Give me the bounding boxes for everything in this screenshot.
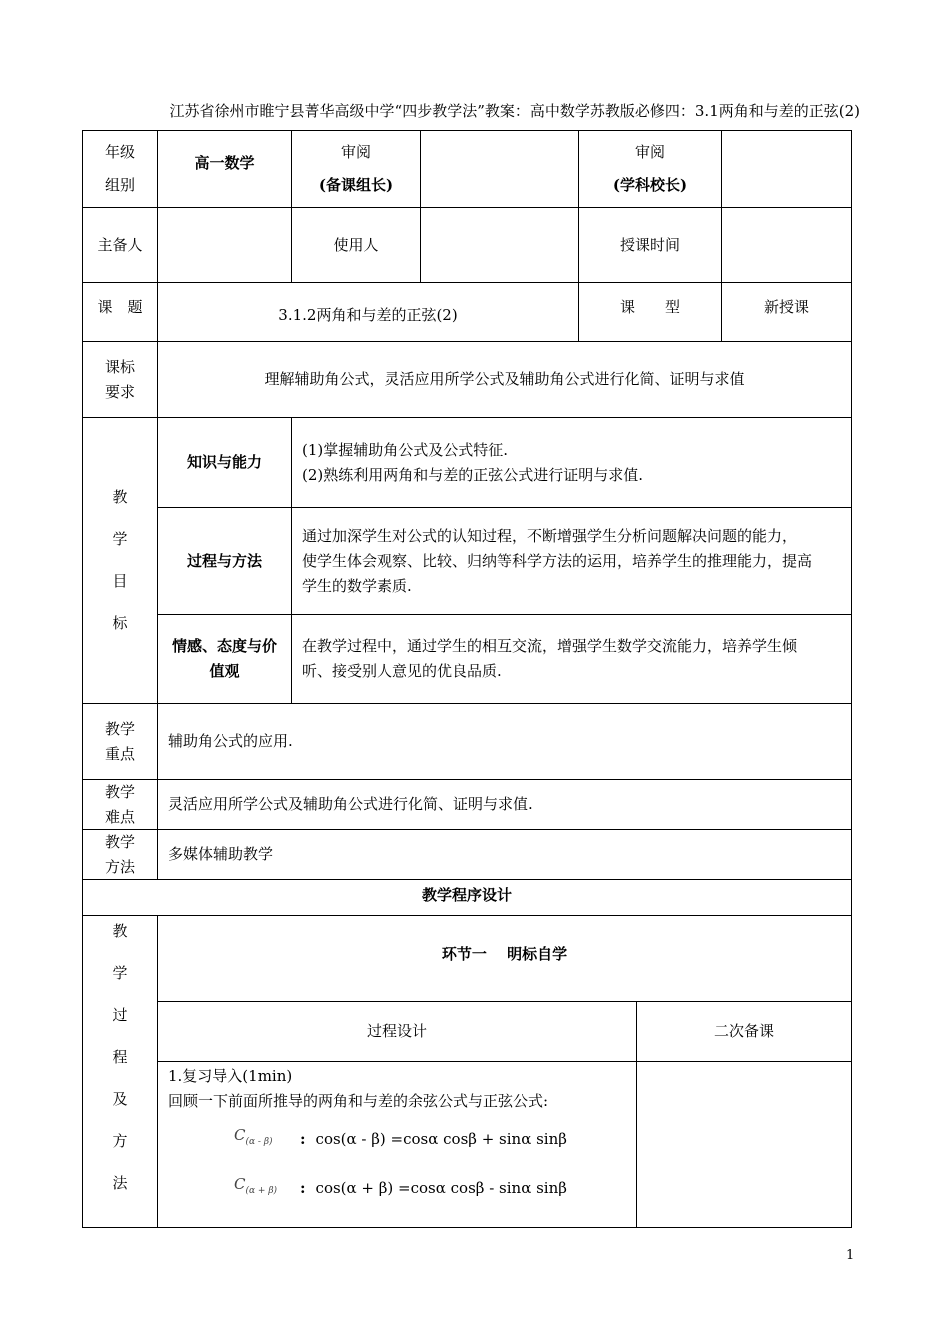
review1-label-cell: [292, 130, 421, 208]
emotion-line2: 听、接受别人意见的优良品质.: [302, 662, 502, 680]
page-number: 1: [846, 1248, 855, 1263]
review-intro: 回顾一下前面所推导的两角和与差的余弦公式与正弦公式:: [168, 1092, 549, 1110]
goals-vert-char-3: 标: [112, 614, 128, 632]
knowledge-label: 知识与能力: [186, 453, 262, 471]
goals-vert-char-2: 目: [112, 572, 128, 590]
topic-label-cell: [82, 283, 158, 342]
curriculum-label-line2: 要求: [104, 382, 135, 401]
process-label-cell: [158, 508, 292, 615]
design-content-cell: [158, 1062, 637, 1228]
review-title: 1.复习导入(1min): [168, 1067, 293, 1085]
program-title-cell: [82, 880, 852, 916]
focus-value: 辅助角公式的应用.: [168, 732, 293, 750]
grade-group-label-line1: 年级: [104, 143, 135, 161]
review2-label-cell: [579, 130, 722, 208]
method-label-line2: 方法: [104, 857, 135, 876]
process-vert-char-6: 法: [112, 1174, 128, 1192]
type-label: 课 型: [619, 298, 680, 316]
process-value-cell: [292, 508, 852, 615]
method-value-cell: [158, 830, 852, 880]
formula2-expression: cos(α + β) =cosα cosβ - sinα sinβ: [315, 1178, 567, 1197]
stage-title: 环节一 明标自学: [441, 945, 568, 963]
user-value-cell: [421, 208, 579, 283]
difficulty-value: 灵活应用所学公式及辅助角公式进行化简、证明与求值.: [168, 795, 533, 813]
time-value-cell: [722, 208, 852, 283]
program-title: 教学程序设计: [421, 886, 512, 904]
preparer-label-cell: [82, 208, 158, 283]
process-section-label: [112, 919, 127, 1196]
process-line1: 通过加深学生对公式的认知过程，不断增强学生分析问题解决问题的能力，: [302, 526, 798, 545]
process-vert-char-4: 及: [112, 1090, 128, 1108]
topic-value: 3.1.2两角和与差的正弦(2): [278, 305, 458, 324]
grade-group-label-cell: [82, 130, 158, 208]
review1-label-line1: 审阅: [340, 143, 371, 161]
focus-label-cell: [82, 704, 158, 780]
process-vert-char-1: 学: [112, 964, 128, 982]
review1-value-cell: [421, 130, 579, 208]
user-label: 使用人: [333, 235, 379, 254]
curriculum-value: 理解辅助角公式，灵活应用所学公式及辅助角公式进行化简、证明与求值: [264, 370, 745, 388]
review2-label-line2: (学科校长): [612, 176, 688, 194]
topic-value-cell: [158, 283, 579, 342]
difficulty-value-cell: [158, 780, 852, 830]
knowledge-label-cell: [158, 418, 292, 508]
goals-vert-char-0: 教: [112, 488, 128, 506]
knowledge-line1: (1)掌握辅助角公式及公式特征.: [302, 440, 509, 459]
document-header: 江苏省徐州市睢宁县菁华高级中学“四步教学法”教案：高中数学苏教版必修四：3.1两角和与差的正弦(2): [169, 102, 860, 120]
review1-label-line2: (备课组长): [318, 176, 394, 194]
formula-cos-sum: $C_{(\alpha + \beta)}$ : cos(α + β) =cosα cosβ - sinα sinβ: [234, 1173, 567, 1202]
formula2-label: $C_{(\alpha + \beta)}$: [234, 1175, 278, 1196]
process-line2: 使学生体会观察、比较、归纳等科学方法的运用，培养学生的推理能力，提高: [302, 551, 813, 570]
type-label-cell: [579, 283, 722, 342]
focus-label-line1: 教学: [104, 719, 135, 738]
process-label: 过程与方法: [186, 551, 262, 570]
preparer-label: 主备人: [97, 235, 143, 254]
emotion-value-cell: [292, 615, 852, 704]
review2-label-line1: 审阅: [634, 143, 665, 161]
emotion-label-line2: 值观: [209, 662, 240, 680]
method-value: 多媒体辅助教学: [168, 845, 274, 863]
type-value: 新授课: [763, 298, 809, 316]
design-header: 过程设计: [366, 1022, 427, 1040]
emotion-label-line1: 情感、态度与价: [171, 637, 277, 655]
preparer-value-cell: [158, 208, 292, 283]
grade-group-label-line2: 组别: [104, 176, 135, 194]
second-prep-header: 二次备课: [713, 1022, 774, 1040]
second-prep-content-cell: [637, 1062, 852, 1228]
difficulty-label-cell: [82, 780, 158, 830]
user-label-cell: [292, 208, 421, 283]
design-header-cell: [158, 1002, 637, 1062]
review2-value-cell: [722, 130, 852, 208]
method-label-line1: 教学: [104, 832, 135, 851]
formula1-label: $C_{(\alpha - \beta)}$: [234, 1126, 273, 1147]
difficulty-label-line1: 教学: [104, 782, 135, 801]
curriculum-label-cell: [82, 342, 158, 418]
grade-value: 高一数学: [194, 154, 255, 172]
time-label: 授课时间: [619, 235, 680, 254]
knowledge-value-cell: [292, 418, 852, 508]
process-vert-char-2: 过: [112, 1006, 128, 1024]
difficulty-label-line2: 难点: [104, 807, 135, 826]
time-label-cell: [579, 208, 722, 283]
formula-cos-difference: $C_{(\alpha - \beta)}$ : cos(α - β) =cosα cosβ + sinα sinβ: [234, 1124, 567, 1153]
focus-value-cell: [158, 704, 852, 780]
process-section-label-cell: [82, 916, 158, 1228]
stage-title-cell: [158, 916, 852, 1002]
process-vert-char-5: 方: [112, 1132, 128, 1150]
process-vert-char-3: 程: [112, 1048, 128, 1066]
emotion-line1: 在教学过程中，通过学生的相互交流，增强学生数学交流能力，培养学生倾: [302, 637, 798, 655]
curriculum-label-line1: 课标: [104, 357, 135, 376]
curriculum-value-cell: [158, 342, 852, 418]
method-label-cell: [82, 830, 158, 880]
goals-label: [112, 485, 127, 636]
type-value-cell: [722, 283, 852, 342]
emotion-label-cell: [158, 615, 292, 704]
knowledge-line2: (2)熟练利用两角和与差的正弦公式进行证明与求值.: [302, 465, 644, 484]
second-prep-header-cell: [637, 1002, 852, 1062]
goals-vert-char-1: 学: [112, 530, 128, 548]
goals-label-cell: [82, 418, 158, 704]
topic-label: 课 题: [97, 298, 143, 316]
grade-value-cell: [158, 130, 292, 208]
process-vert-char-0: 教: [112, 922, 128, 940]
formula1-expression: cos(α - β) =cosα cosβ + sinα sinβ: [315, 1129, 567, 1148]
process-line3: 学生的数学素质.: [302, 576, 412, 595]
focus-label-line2: 重点: [104, 744, 135, 763]
